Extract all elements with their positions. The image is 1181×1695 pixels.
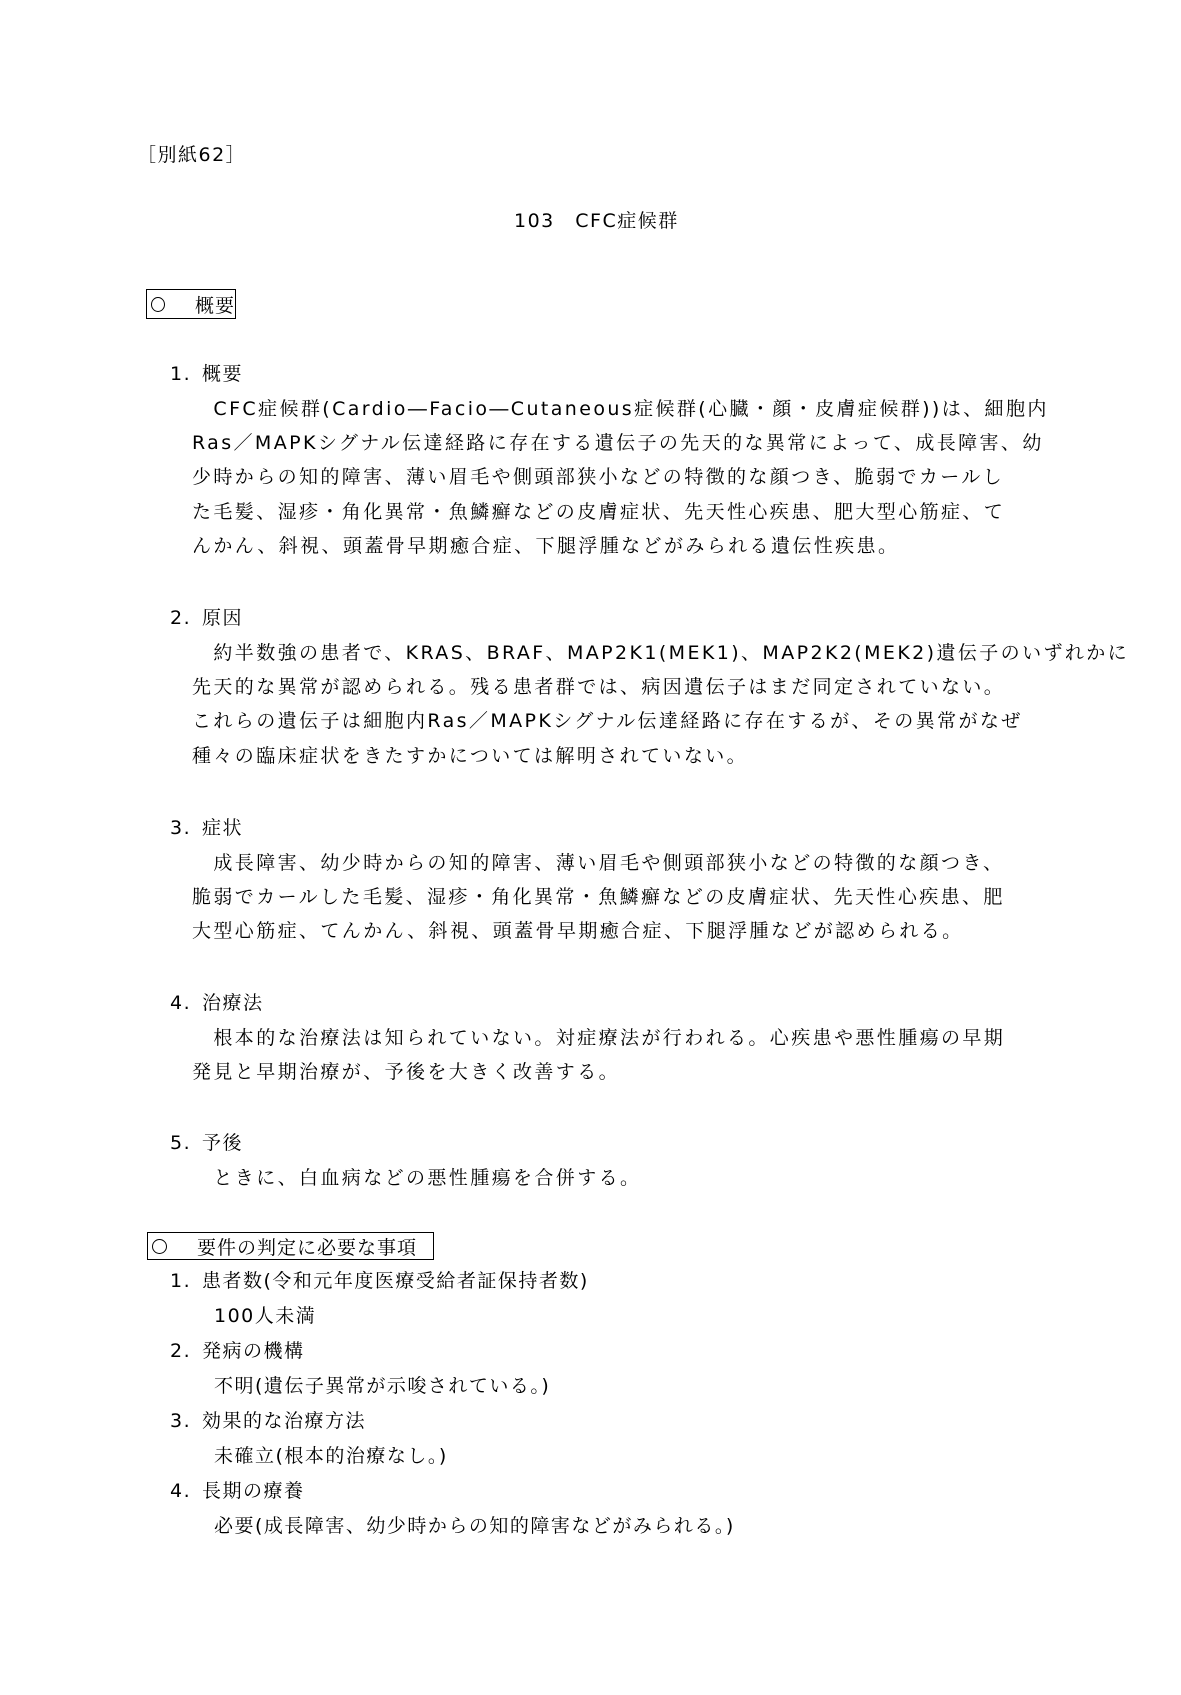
paragraph-line: 約半数強の患者で、KRAS、BRAF、MAP2K1(MEK1)、MAP2K2(MEK2)遺伝子のいずれかに <box>192 642 1130 664</box>
requirement-heading-patients: 1. 患者数(令和元年度医療受給者証保持者数) <box>170 1270 589 1292</box>
item-heading-cause: 2. 原因 <box>170 607 244 629</box>
paragraph-line: 成長障害、幼少時からの知的障害、薄い眉毛や側頭部狭小などの特徴的な顔つき、 <box>192 852 1005 874</box>
requirement-value: 未確立(根本的治療なし。) <box>214 1445 448 1467</box>
section-heading-requirements <box>147 1232 434 1260</box>
paragraph-line: CFC症候群(Cardio―Facio―Cutaneous症候群(心臓・顔・皮膚症候群))は、細胞内 <box>192 398 1049 420</box>
paragraph-line: 少時からの知的障害、薄い眉毛や側頭部狭小などの特徴的な顔つき、脆弱でカールし <box>192 466 1005 488</box>
paragraph-line: これらの遺伝子は細胞内Ras／MAPKシグナル伝達経路に存在するが、その異常がなぜ <box>192 710 1023 732</box>
circle-bullet-icon <box>151 297 165 312</box>
section-heading-text: 概要 <box>194 294 235 317</box>
requirement-heading-mechanism: 2. 発病の機構 <box>170 1340 305 1362</box>
section-heading-text: 要件の判定に必要な事項 <box>197 1236 418 1259</box>
paragraph-line: んかん、斜視、頭蓋骨早期癒合症、下腿浮腫などがみられる遺伝性疾患。 <box>192 535 900 557</box>
paragraph-line: ときに、白血病などの悪性腫瘍を合併する。 <box>192 1167 642 1189</box>
paragraph-line: 脆弱でカールした毛髪、湿疹・角化異常・魚鱗癬などの皮膚症状、先天性心疾患、肥 <box>192 886 1005 908</box>
requirement-value: 必要(成長障害、幼少時からの知的障害などがみられる。) <box>214 1515 735 1537</box>
item-heading-overview: 1. 概要 <box>170 363 244 385</box>
requirement-heading-treatment: 3. 効果的な治療方法 <box>170 1410 367 1432</box>
paragraph-line: た毛髪、湿疹・角化異常・魚鱗癬などの皮膚症状、先天性心疾患、肥大型心筋症、て <box>192 501 1006 523</box>
page-title: 103 CFC症候群 <box>514 210 679 232</box>
requirement-value: 100人未満 <box>214 1305 317 1327</box>
attachment-label: ［別紙62］ <box>137 144 247 166</box>
paragraph-line: Ras／MAPKシグナル伝達経路に存在する遺伝子の先天的な異常によって、成長障害、幼 <box>192 432 1044 454</box>
paragraph-line: 種々の臨床症状をきたすかについては解明されていない。 <box>192 745 749 767</box>
paragraph-line: 根本的な治療法は知られていない。対症療法が行われる。心疾患や悪性腫瘍の早期 <box>192 1027 1006 1049</box>
paragraph-line: 大型心筋症、てんかん、斜視、頭蓋骨早期癒合症、下腿浮腫などが認められる。 <box>192 920 964 942</box>
circle-bullet-icon <box>152 1239 167 1254</box>
item-heading-treatment: 4. 治療法 <box>170 992 264 1014</box>
item-heading-prognosis: 5. 予後 <box>170 1132 244 1154</box>
requirement-value: 不明(遺伝子異常が示唆されている。) <box>214 1375 551 1397</box>
paragraph-line: 発見と早期治療が、予後を大きく改善する。 <box>192 1061 621 1083</box>
paragraph-line: 先天的な異常が認められる。残る患者群では、病因遺伝子はまだ同定されていない。 <box>192 676 1006 698</box>
item-heading-symptoms: 3. 症状 <box>170 817 244 839</box>
requirement-heading-longterm: 4. 長期の療養 <box>170 1480 305 1502</box>
section-heading-overview <box>146 289 236 319</box>
